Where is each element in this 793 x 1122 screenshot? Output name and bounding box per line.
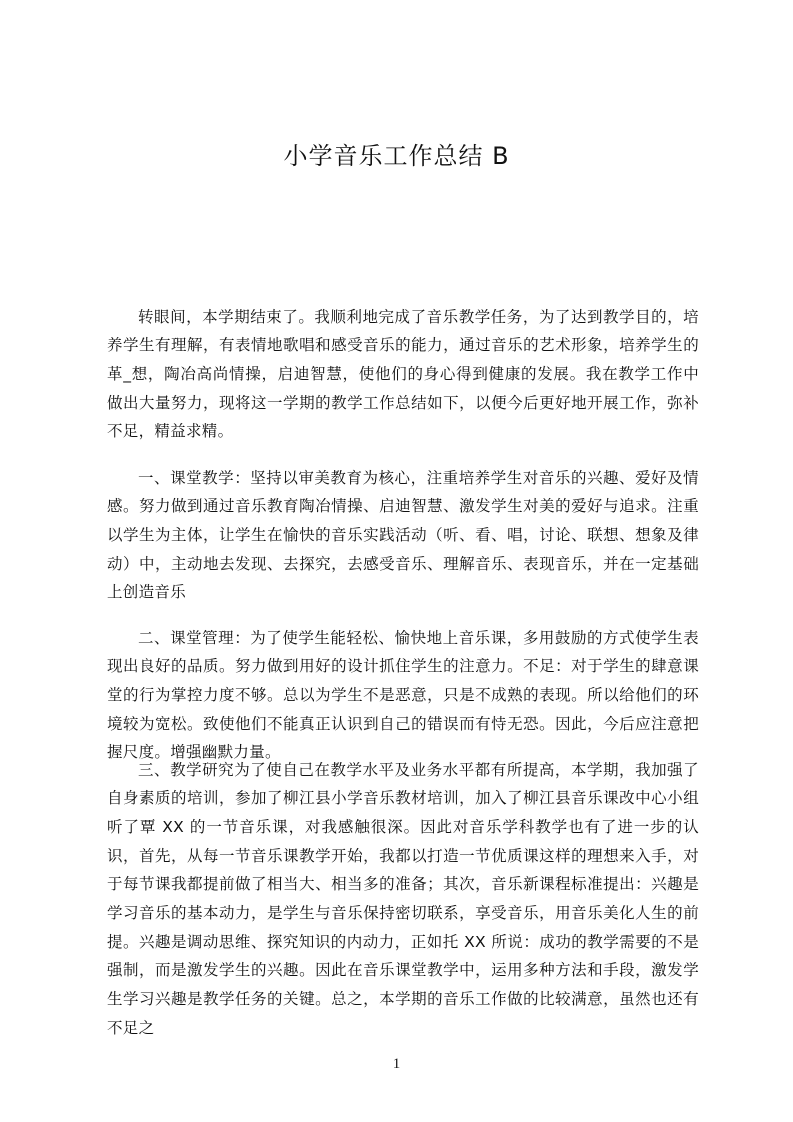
paragraph-classroom-teaching: 一、课堂教学：坚持以审美教育为核心，注重培养学生对音乐的兴趣、爱好及情感。努力做到通过音乐教育陶冶情操、启迪智慧、激发学生对美的爱好与追求。注重以学生为主体，让学生在愉快的音乐实践活动（听、看、唱，讨论、联想、想象及律动）中，主动地去发现、去探究，去感受音乐、理解音乐、表现音乐，并在一定基础上创造音乐	[107, 468, 699, 602]
paragraph-teaching-research: 三、教学研究为了使自己在教学水平及业务水平都有所提高，本学期，我加强了自身素质的培训，参加了柳江县小学音乐教材培训，加入了柳江县音乐课改中心小组听了覃 XX 的一节音乐课，对我感触很深。因此对音乐学科教学也有了进一步的认识，首先，从每一节音乐课教学开始，我都以打造一节优质课这样的理想来入手，对于每节课我都提前做了相当大、相当多的准备；其次，音乐新课程标准提出：兴趣是学习音乐的基本动力，是学生与音乐保持密切联系，享受音乐，用音乐美化人生的前提。兴趣是调动思维、探究知识的内动力，正如托 XX 所说：成功的教学需要的不是强制，而是激发学生的兴趣。因此在音乐课堂教学中，运用多种方法和手段，激发学生学习兴趣是教学任务的关键。总之，本学期的音乐工作做的比较满意，虽然也还有不足之	[107, 760, 699, 1037]
document-title: 小学音乐工作总结 B	[283, 142, 510, 170]
page-number: 1	[392, 1056, 401, 1072]
paragraph-intro: 转眼间，本学期结束了。我顺利地完成了音乐教学任务，为了达到教学目的，培养学生有理解，有表情地歌唱和感受音乐的能力，通过音乐的艺术形象，培养学生的革_想，陶冶高尚情操，启迪智慧，使他们的身心得到健康的发展。我在教学工作中做出大量努力，现将这一学期的教学工作总结如下，以便今后更好地开展工作，弥补不足，精益求精。	[107, 307, 699, 441]
paragraph-classroom-management: 二、课堂管理：为了使学生能轻松、愉快地上音乐课，多用鼓励的方式使学生表现出良好的品质。努力做到用好的设计抓住学生的注意力。不足：对于学生的肆意课堂的行为掌控力度不够。总以为学生不是恶意，只是不成熟的表现。所以给他们的环境较为宽松。致使他们不能真正认识到自己的错误而有恃无恐。因此，今后应注意把握尺度。增强幽默力量。	[107, 628, 699, 762]
